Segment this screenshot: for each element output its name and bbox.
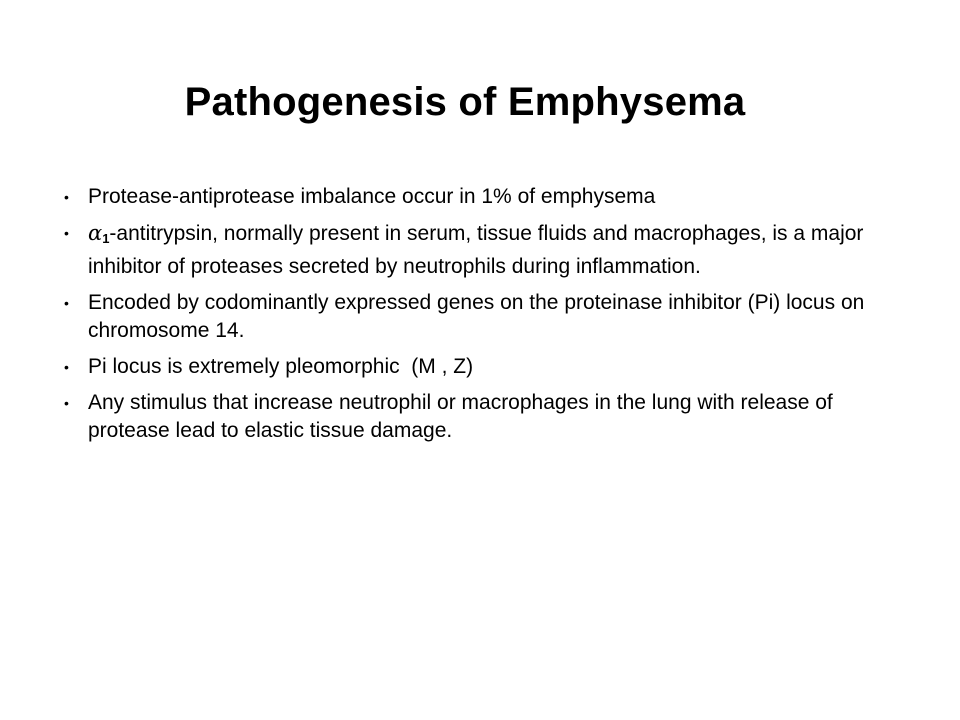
bullet-text: Pi locus is extremely pleomorphic (M , Z)	[88, 355, 474, 378]
bullet-text: -antitrypsin, normally present in serum, tissue fluids and macrophages, is a major inhibitor of proteases secreted by neutrophils during inflammation.	[88, 222, 864, 278]
bullet-item	[64, 219, 894, 281]
bullet-icon: •	[64, 295, 69, 311]
bullet-text: Protease-antiprotease imbalance occur in 1% of emphysema	[88, 185, 656, 208]
bullet-icon: •	[64, 395, 69, 411]
bullet-item	[64, 289, 894, 345]
bullet-icon: •	[64, 225, 69, 241]
bullet-text: Encoded by codominantly expressed genes on the proteinase inhibitor (Pi) locus on chromosome 14.	[88, 291, 865, 342]
slide-title: Pathogenesis of Emphysema	[184, 80, 746, 124]
alpha-symbol: α	[88, 221, 103, 245]
bullet-list	[64, 183, 894, 453]
bullet-icon: •	[64, 359, 69, 375]
bullet-item	[64, 389, 894, 445]
bullet-text: Any stimulus that increase neutrophil or macrophages in the lung with release of protease lead to elastic tissue damage.	[88, 391, 833, 442]
bullet-item	[64, 183, 894, 211]
alpha-subscript: 1	[102, 231, 110, 246]
bullet-item	[64, 353, 894, 381]
bullet-icon: •	[64, 189, 69, 205]
